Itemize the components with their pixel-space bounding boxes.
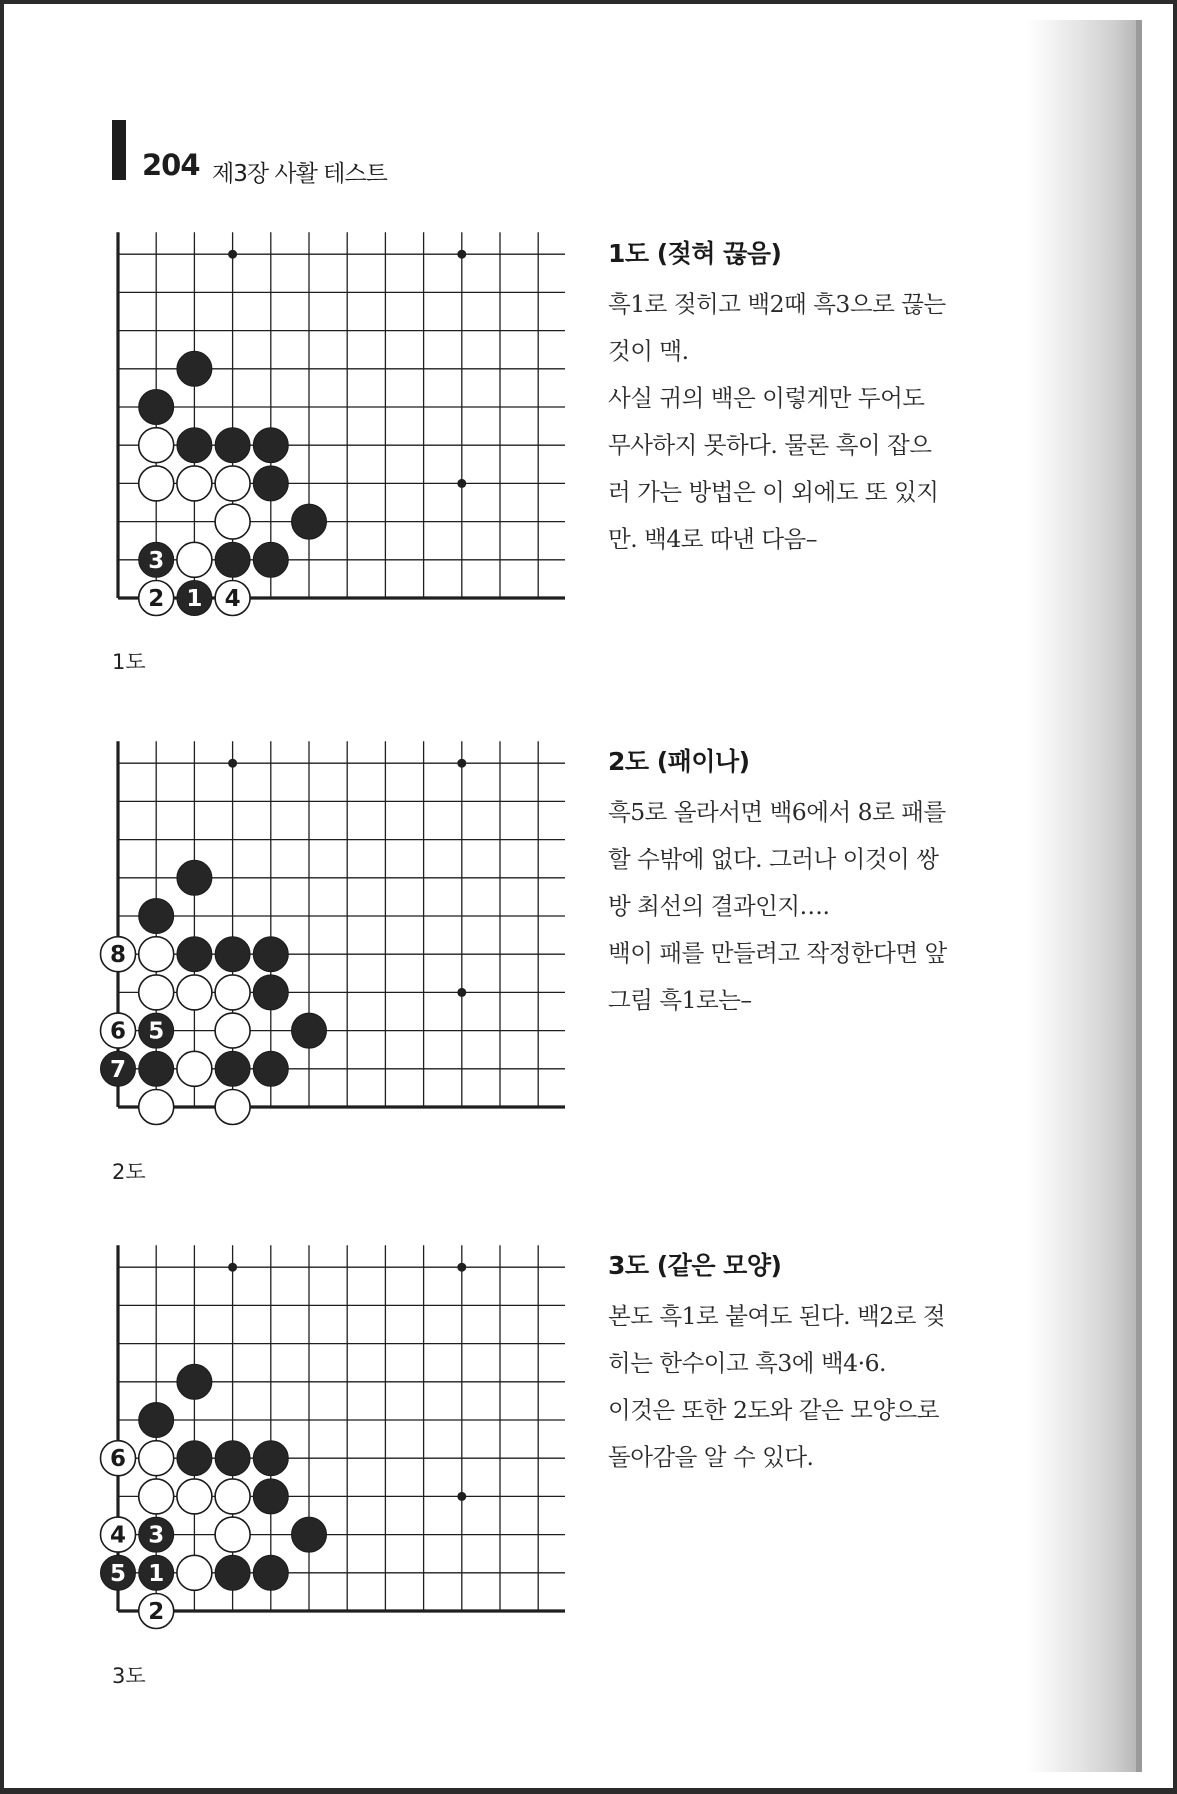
black-stone [177, 1364, 212, 1399]
white-stone [177, 1051, 212, 1086]
black-stone [253, 1051, 288, 1086]
text-line: 무사하지 못하다. 물론 흑이 잡으 [608, 431, 932, 459]
black-stone [292, 1517, 327, 1552]
black-stone [215, 1051, 250, 1086]
white-stone [139, 1090, 174, 1125]
black-stone [139, 1051, 174, 1086]
section-title-1: 1도 (젖혀 끊음) [608, 239, 782, 268]
white-stone [215, 466, 250, 501]
black-stone [177, 351, 212, 386]
commentary-section-2 [608, 742, 1028, 1024]
text-line: 러 가는 방법은 이 외에도 또 있지 [608, 478, 939, 506]
black-stone [215, 1555, 250, 1590]
section-text-2 [608, 789, 1028, 1024]
star-point [228, 759, 237, 768]
text-line: 그림 흑1로는– [608, 986, 752, 1014]
white-stone [215, 1090, 250, 1125]
text-line: 돌아감을 알 수 있다. [608, 1443, 814, 1471]
white-stone [139, 975, 174, 1010]
white-stone-move-8 [101, 937, 136, 972]
black-stone-move-3 [139, 1517, 174, 1552]
text-line: 만. 백4로 따낸 다음– [608, 525, 817, 553]
white-stone [215, 1013, 250, 1048]
move-number: 2 [148, 586, 165, 612]
black-stone-move-3 [139, 542, 174, 577]
white-stone [215, 1479, 250, 1514]
star-point [457, 1263, 466, 1272]
move-number: 4 [224, 586, 241, 612]
white-stone-move-6 [101, 1441, 136, 1476]
move-number: 6 [109, 1446, 127, 1473]
move-number: 8 [109, 942, 127, 969]
black-stone [215, 937, 250, 972]
white-stone [139, 466, 174, 501]
board-grid [118, 1245, 565, 1611]
black-stone [177, 428, 212, 463]
star-point [457, 1492, 466, 1501]
white-stone [177, 1479, 212, 1514]
white-stone-move-2 [139, 1594, 174, 1629]
white-stone [139, 428, 174, 463]
board-grid [118, 232, 565, 598]
white-stone [177, 1555, 212, 1590]
black-stone [253, 975, 288, 1010]
black-stone [253, 937, 288, 972]
black-stone [253, 542, 288, 577]
black-stone [215, 428, 250, 463]
diagram-label-3: 3도 [112, 1664, 146, 1688]
chapter-title: 제3장 사활 테스트 [212, 161, 387, 187]
page-number: 204 [142, 148, 200, 182]
header-bar [112, 120, 126, 180]
go-board-diagram-2 [90, 729, 570, 1129]
move-number: 1 [148, 1560, 165, 1587]
white-stone-move-2 [139, 581, 174, 616]
section-text-3 [608, 1293, 1028, 1481]
move-number: 5 [109, 1560, 127, 1587]
white-stone-move-6 [101, 1013, 136, 1048]
black-stone [177, 860, 212, 895]
text-line: 이것은 또한 2도와 같은 모양으로 [608, 1396, 939, 1424]
black-stone [253, 466, 288, 501]
star-point [457, 479, 466, 488]
black-stone [139, 390, 174, 425]
book-page [4, 4, 1173, 1788]
text-line: 사실 귀의 백은 이렇게만 두어도 [608, 384, 925, 412]
star-point [457, 988, 466, 997]
move-number: 6 [109, 1018, 127, 1045]
page-gutter-shadow [1026, 20, 1136, 1772]
diagram-label-1: 1도 [112, 650, 146, 674]
text-line: 히는 한수이고 흑3에 백4·6. [608, 1349, 887, 1377]
black-stone [177, 937, 212, 972]
star-point [457, 250, 466, 259]
diagram-label-2: 2도 [112, 1160, 146, 1184]
black-stone [215, 542, 250, 577]
black-stone [253, 1479, 288, 1514]
go-board-diagram-3 [90, 1233, 570, 1633]
white-stone [215, 1517, 250, 1552]
section-title-2: 2도 (패이나) [608, 747, 750, 776]
white-stone [139, 937, 174, 972]
white-stone [215, 504, 250, 539]
black-stone [292, 1013, 327, 1048]
star-point [457, 759, 466, 768]
black-stone [215, 1441, 250, 1476]
black-stone [253, 1555, 288, 1590]
black-stone-move-1 [177, 581, 212, 616]
go-board-diagram-1 [90, 220, 570, 620]
black-stone-move-5 [101, 1555, 136, 1590]
white-stone [139, 1479, 174, 1514]
commentary-section-1 [608, 234, 1028, 563]
white-stone [177, 542, 212, 577]
white-stone-move-4 [101, 1517, 136, 1552]
star-point [228, 250, 237, 259]
move-number: 2 [148, 1599, 165, 1625]
move-number: 4 [109, 1522, 127, 1549]
black-stone [253, 1441, 288, 1476]
star-point [228, 1263, 237, 1272]
text-line: 흑1로 젖히고 백2때 흑3으로 끊는 [608, 290, 946, 318]
text-line: 본도 흑1로 붙여도 된다. 백2로 젖 [608, 1302, 946, 1330]
white-stone [139, 1441, 174, 1476]
move-number: 5 [148, 1018, 165, 1045]
black-stone [139, 899, 174, 934]
text-line: 방 최선의 결과인지…. [608, 892, 830, 920]
black-stone [292, 504, 327, 539]
move-number: 1 [186, 586, 203, 612]
black-stone [177, 1441, 212, 1476]
text-line: 할 수밖에 없다. 그러나 이것이 쌍 [608, 845, 939, 873]
black-stone [139, 1403, 174, 1438]
page-gutter-edge [1136, 20, 1142, 1772]
white-stone [215, 975, 250, 1010]
board-grid [118, 741, 565, 1107]
black-stone [253, 428, 288, 463]
white-stone [177, 466, 212, 501]
black-stone-move-1 [139, 1555, 174, 1590]
white-stone [177, 975, 212, 1010]
text-line: 백이 패를 만들려고 작정한다면 앞 [608, 939, 947, 967]
commentary-section-3 [608, 1246, 1028, 1481]
black-stone-move-7 [101, 1051, 136, 1086]
black-stone-move-5 [139, 1013, 174, 1048]
text-line: 것이 맥. [608, 337, 689, 365]
section-text-1 [608, 281, 1028, 563]
section-title-3: 3도 (같은 모양) [608, 1251, 782, 1280]
white-stone-move-4 [215, 581, 250, 616]
move-number: 3 [148, 547, 165, 574]
move-number: 7 [109, 1056, 127, 1083]
text-line: 흑5로 올라서면 백6에서 8로 패를 [608, 798, 946, 826]
move-number: 3 [148, 1522, 165, 1549]
